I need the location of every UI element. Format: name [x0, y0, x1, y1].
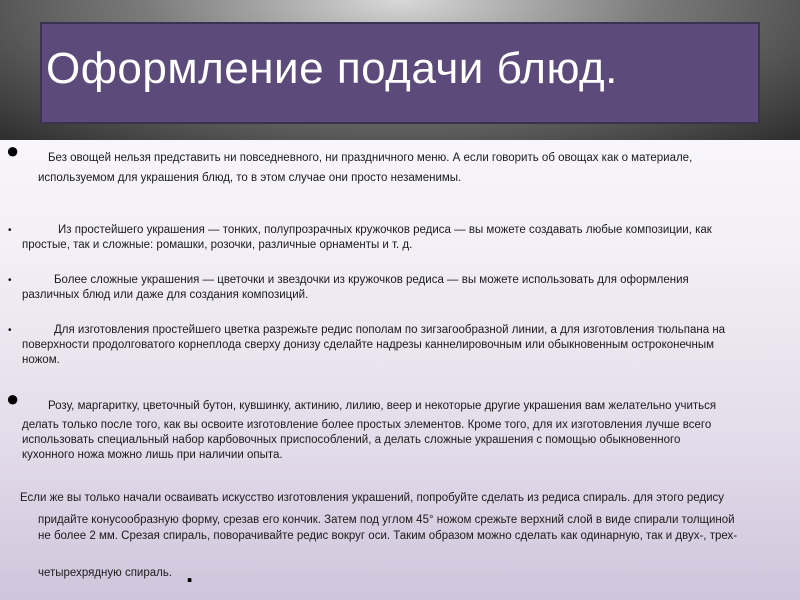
paragraph-3-line-1: Более сложные украшения — цветочки и звездочки из кружочков редиса — вы можете использовать для оформления — [54, 274, 689, 286]
paragraph-2-line-2: простые, так и сложные: ромашки, розочки, различные орнаменты и т. д. — [22, 239, 413, 251]
paragraph-6-line-2: придайте конусообразную форму, срезав его кончик. Затем под углом 45° ножом срежьте верхний слой в виде спирали толщиной — [38, 514, 735, 526]
paragraph-5-line-4: кухонного ножа можно лишь при наличии опыта. — [22, 449, 283, 461]
paragraph-1-line-1: Без овощей нельзя представить ни повседневного, ни праздничного меню. А если говорить об овощах как о материале, — [48, 152, 693, 164]
slide-title: Оформление подачи блюд. — [46, 44, 618, 93]
paragraph-5-line-2: делать только после того, как вы освоите изготовление более простых элементов. Кроме того, для их изготовления лучше всего — [22, 419, 712, 431]
paragraph-6-line-3: не более 2 мм. Срезая спираль, поворачивайте редис вокруг оси. Таким образом можно сделать как одинарную, так и двух-, трех- — [38, 530, 738, 542]
bullet-icon: ● — [6, 138, 20, 163]
paragraph-3-line-2: различных блюд или даже для создания композиций. — [22, 289, 309, 301]
paragraph-4-line-1: Для изготовления простейшего цветка разрежьте редис пополам по зигзагообразной линии, а для изготовления тюльпана на — [54, 324, 726, 336]
bullet-icon: • — [8, 275, 12, 286]
paragraph-4-line-2: поверхности продолговатого корнеплода сверху донизу сделайте надрезы каннелировочным или обыкновенным остроконечным — [22, 339, 714, 351]
end-period: . — [186, 558, 194, 588]
paragraph-4-line-3: ножом. — [22, 354, 60, 366]
bullet-icon: ● — [6, 386, 20, 411]
paragraph-6-line-1: Если же вы только начали осваивать искусство изготовления украшений, попробуйте сделать из редиса спираль. для этого редису — [20, 492, 725, 504]
paragraph-5-line-1: Розу, маргаритку, цветочный бутон, кувшинку, актинию, лилию, веер и некоторые другие украшения вам желательно учиться — [48, 400, 717, 412]
bullet-icon: • — [8, 225, 12, 236]
bullet-icon: • — [8, 325, 12, 336]
paragraph-1-line-2: используемом для украшения блюд, то в этом случае они просто незаменимы. — [38, 172, 462, 184]
paragraph-2-line-1: Из простейшего украшения — тонких, полупрозрачных кружочков редиса — вы можете создавать любые композиции, как — [58, 224, 712, 236]
paragraph-6-line-4: четырехрядную спираль. — [38, 567, 173, 579]
paragraph-5-line-3: использовать специальный набор карбовочных приспособлений, а делать сложные украшения с помощью обыкновенного — [22, 434, 681, 446]
